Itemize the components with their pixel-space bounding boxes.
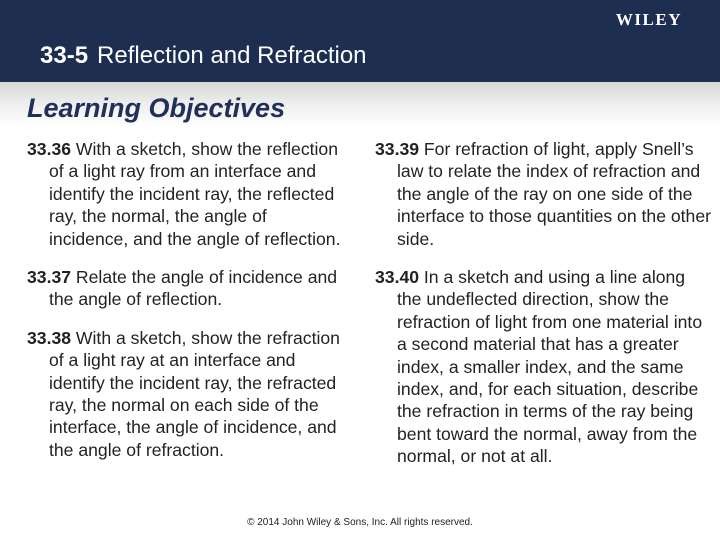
slide-title [40, 42, 367, 70]
objectives-right-column [375, 138, 713, 484]
header-bar [0, 0, 720, 82]
learning-objectives-heading: Learning Objectives [27, 93, 286, 123]
objective-code: 33.40 [375, 267, 420, 288]
objective-code: 33.36 [27, 139, 72, 159]
objective-code: 33.37 [27, 267, 72, 288]
publisher-logo: WILEY [615, 10, 682, 29]
objective-text: For refraction of light, apply Snell’s law to relate the index of refraction and the angle of the ray on one side of the interface to those quantities on the other side. [397, 139, 711, 249]
objective-item [375, 138, 713, 250]
objective-item [27, 266, 350, 311]
objective-text: Relate the angle of incidence and the angle of reflection. [49, 267, 338, 310]
objective-text: In a sketch and using a line along the undeflected direction, show the refraction of light from one material into a second material that has a greater index, a smaller index, and the same index, and, for each situation, describe the refraction in terms of the ray being bent toward the normal, away from the normal, or not at all. [397, 267, 703, 467]
objective-item [375, 266, 713, 468]
objective-text: With a sketch, show the reflection of a light ray from an interface and identify the incident ray, the reflected ray, the normal, the angle of incidence, and the angle of reflection. [49, 139, 341, 249]
objective-code: 33.39 [375, 139, 420, 159]
objective-item [27, 138, 350, 250]
section-title: Reflection and Refraction [97, 42, 367, 69]
objective-code: 33.38 [27, 327, 72, 348]
copyright-footer: © 2014 John Wiley & Sons, Inc. All rights reserved. [247, 517, 473, 528]
objective-item [27, 327, 350, 461]
objectives-left-column [27, 138, 350, 477]
objective-text: With a sketch, show the refraction of a light ray at an interface and identify the incident ray, the refracted ray, the normal on each side of the interface, the angle of incidence, and the angle of refraction. [49, 327, 340, 460]
section-number: 33-5 [40, 42, 89, 69]
